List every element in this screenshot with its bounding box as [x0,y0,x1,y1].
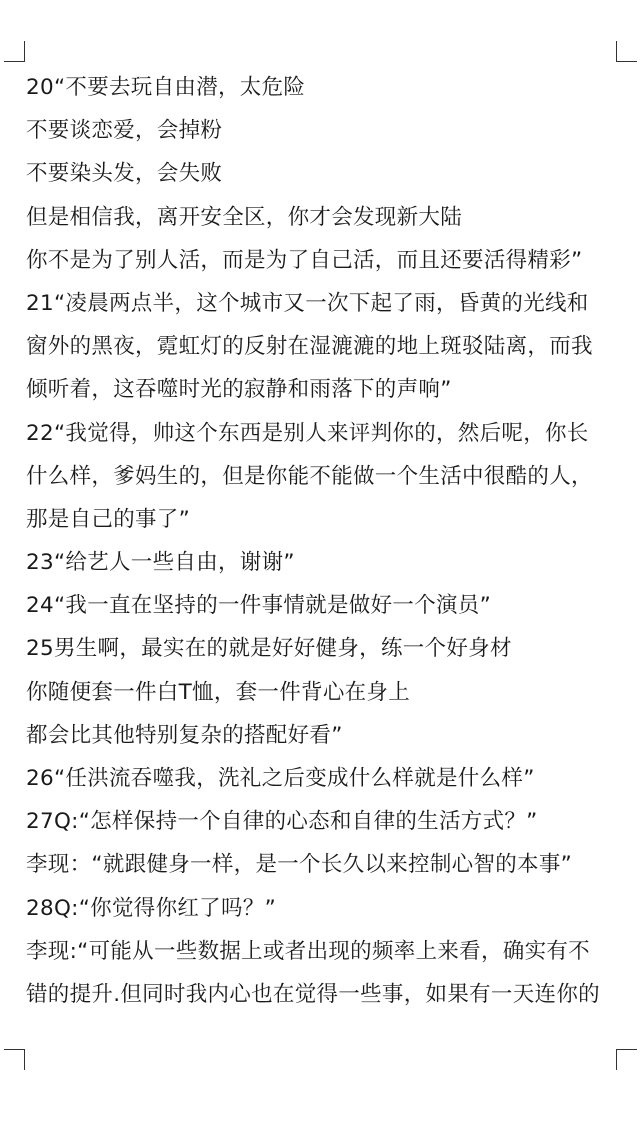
text-line: 不要染头发，会失败 [26,161,223,187]
text-line: 26“任洪流吞噬我，洗礼之后变成什么样就是什么样” [26,766,535,791]
text-line: 25男生啊，最实在的就是好好健身，练一个好身材 [26,636,512,662]
text-line: 23“给艺人一些自由，谢谢” [26,550,295,576]
crop-mark-bottom-right [616,1049,637,1070]
crop-mark-bottom-left [4,1049,25,1070]
text-line: 那是自己的事了” [26,506,191,532]
text-line: 错的提升.但同时我内心也在觉得一些事，如果有一天连你的 [26,981,600,1007]
document-text-body [26,66,618,1016]
text-line: 你随便套一件白T恤，套一件背心在身上 [26,679,411,705]
text-line: 24“我一直在坚持的一件事情就是做好一个演员” [26,593,492,619]
text-line: 22“我觉得，帅这个东西是别人来评判你的，然后呢，你长 [26,420,589,446]
text-line: 20“不要去玩自由潜，太危险 [26,75,306,100]
crop-mark-top-right [616,41,637,62]
crop-mark-top-left [4,41,25,62]
text-line: 21“凌晨两点半，这个城市又一次下起了雨，昏黄的光线和 [26,290,589,316]
text-line: 你不是为了别人活，而是为了自己活，而且还要活得精彩” [26,247,583,273]
text-line: 李现:“可能从一些数据上或者出现的频率上来看，确实有不 [26,938,590,964]
text-line: 李现：“就跟健身一样，是一个长久以来控制心智的本事” [26,852,573,878]
text-line: 窗外的黑夜，霓虹灯的反射在湿漉漉的地上斑驳陆离，而我 [26,334,593,360]
text-line: 都会比其他特别复杂的搭配好看” [26,722,343,748]
text-line: 不要谈恋爱，会掉粉 [26,118,223,144]
text-line: 28Q:“你觉得你红了吗？” [26,895,277,921]
text-line: 27Q:“怎样保持一个自律的心态和自律的生活方式？” [26,809,538,835]
text-line: 倾听着，这吞噬时光的寂静和雨落下的声响” [26,377,452,403]
text-line: 但是相信我，离开安全区，你才会发现新大陆 [26,204,463,230]
text-line: 什么样，爹妈生的，但是你能不能做一个生活中很酷的人， [26,463,593,489]
